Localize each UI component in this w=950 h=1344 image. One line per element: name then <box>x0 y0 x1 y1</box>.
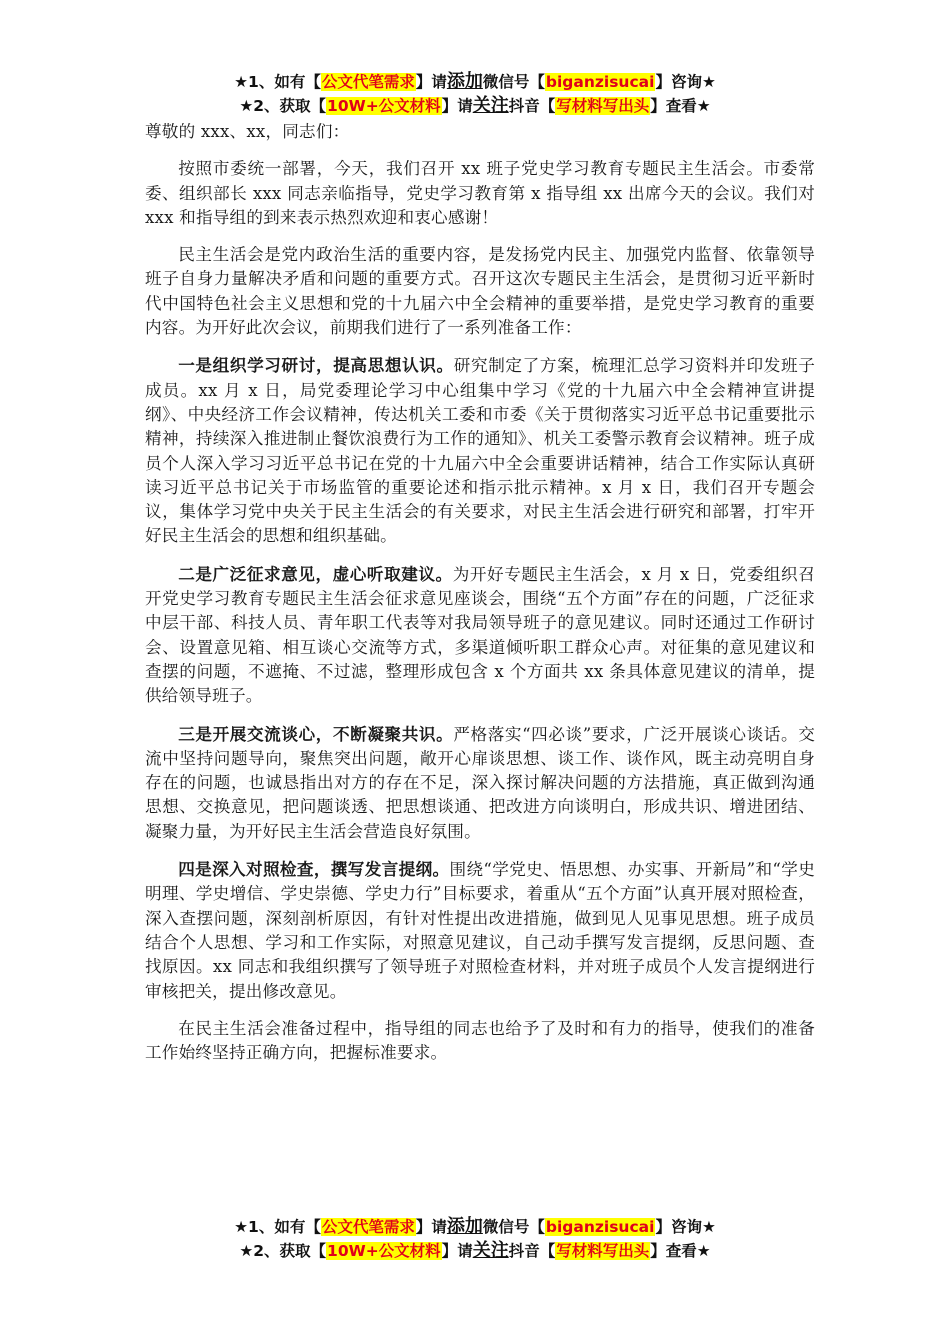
promo-douyin-id: 写材料写出头 <box>556 1242 650 1260</box>
paragraph-talks <box>145 722 815 844</box>
paragraph-study <box>145 353 815 548</box>
promo-text: 抖音【 <box>508 97 556 115</box>
promo-emphasis: 关注 <box>472 1240 509 1261</box>
promo-text: 】请 <box>415 1218 447 1236</box>
promo-line-1 <box>0 1215 950 1239</box>
promo-text: 微信号【 <box>482 1218 545 1236</box>
promo-text: 】请 <box>415 73 447 91</box>
promo-text: ★2、获取【 <box>239 1242 327 1260</box>
promo-highlight: 公文代笔需求 <box>321 73 415 91</box>
paragraph-heading: 一是组织学习研讨，提高思想认识。 <box>178 355 454 376</box>
promo-line-2 <box>0 1239 950 1263</box>
promo-banner-top <box>0 70 950 118</box>
promo-emphasis: 关注 <box>472 95 509 116</box>
promo-wechat-id: biganzisucai <box>545 73 655 91</box>
paragraph-opening: 按照市委统一部署，今天，我们召开 xx 班子党史学习教育专题民主生活会。市委常委、组织部长 xxx 同志亲临指导，党史学习教育第 x 指导组 xx 出席今天的会议。我们对 xxx 和指导组的到来表示热烈欢迎和衷心感谢！ <box>145 159 815 227</box>
promo-highlight: 10W+公文材料 <box>327 1242 441 1260</box>
paragraph-review <box>145 857 815 1004</box>
promo-wechat-id: biganzisucai <box>545 1218 655 1236</box>
promo-douyin-id: 写材料写出头 <box>556 97 650 115</box>
promo-text: ★1、如有【 <box>234 1218 321 1236</box>
promo-text: ★2、获取【 <box>239 97 327 115</box>
promo-text: 抖音【 <box>508 1242 556 1260</box>
promo-text: 微信号【 <box>482 73 545 91</box>
promo-line-1 <box>0 70 950 94</box>
paragraph-closing: 在民主生活会准备过程中，指导组的同志也给予了及时和有力的指导，使我们的准备工作始终坚持正确方向，把握标准要求。 <box>145 1018 815 1063</box>
promo-text: ★1、如有【 <box>234 73 321 91</box>
salutation: 尊敬的 xxx、xx，同志们： <box>145 122 350 141</box>
promo-highlight: 10W+公文材料 <box>327 97 441 115</box>
promo-text: 】咨询★ <box>655 73 716 91</box>
promo-line-2 <box>0 94 950 118</box>
paragraph-text: 研究制定了方案，梳理汇总学习资料并印发班子成员。xx 月 x 日，局党委理论学习中心组集中学习《党的十九届六中全会精神宣讲提纲》、中央经济工作会议精神，传达机关工委和市委《关于贯彻落实习近平总书记重要批示精神，持续深入推进制止餐饮浪费行为工作的通知》、机关工委警示教育会议精神。班子成员个人深入学习习近平总书记在党的十九届六中全会重要讲话精神，结合工作实际认真研读习近平总书记关于市场监管的重要论述和指示批示精神。x 月 x 日，我们召开专题会议，集体学习党中央关于民主生活会的有关要求，对民主生活会进行研究和部署，打牢开好民主生活会的思想和组织基础。 <box>145 356 815 546</box>
promo-text: 】请 <box>441 97 473 115</box>
paragraph-opinions <box>145 562 815 709</box>
document-body <box>145 120 815 1078</box>
paragraph-heading: 二是广泛征求意见，虚心听取建议。 <box>178 563 453 584</box>
promo-text: 】请 <box>441 1242 473 1260</box>
paragraph-text: 围绕“学党史、悟思想、办实事、开新局”和“学史明理、学史增信、学史崇德、学史力行”目标要求，着重从“五个方面”认真开展对照检查，深入查摆问题，深刻剖析原因，有针对性提出改进措施，做到见人见事见思想。班子成员结合个人思想、学习和工作实际，对照意见建议，自己动手撰写发言提纲，反思问题、查找原因。xx 同志和我组织撰写了领导班子对照检查材料，并对班子成员个人发言提纲进行审核把关，提出修改意见。 <box>145 860 815 1001</box>
promo-text: 】咨询★ <box>655 1218 716 1236</box>
paragraph-text: 为开好专题民主生活会，x 月 x 日，党委组织召开党史学习教育专题民主生活会征求意见座谈会，围绕“五个方面”存在的问题，广泛征求中层干部、科技人员、青年职工代表等对我局领导班子的意见建议。同时还通过工作研讨会、设置意见箱、相互谈心交流等方式，多渠道倾听职工群众心声。对征集的意见建议和查摆的问题，不遮掩、不过滤，整理形成包含 x 个方面共 xx 条具体意见建议的清单，提供给领导班子。 <box>145 564 815 706</box>
promo-emphasis: 添加 <box>446 1216 483 1237</box>
promo-banner-bottom <box>0 1215 950 1263</box>
paragraph-text: 严格落实“四必谈”要求，广泛开展谈心谈话。交流中坚持问题导向，聚焦突出问题，敞开心扉谈思想、谈工作、谈作风，既主动亮明自身存在的问题，也诚恳指出对方的存在不足，深入探讨解决问题的方法措施，真正做到沟通思想、交换意见，把问题谈透、把思想谈通、把改进方向谈明白，形成共识、增进团结、凝聚力量，为开好民主生活会营造良好氛围。 <box>145 724 815 841</box>
promo-emphasis: 添加 <box>446 71 483 92</box>
paragraph-heading: 三是开展交流谈心，不断凝聚共识。 <box>178 723 454 744</box>
paragraph-purpose: 民主生活会是党内政治生活的重要内容，是发扬党内民主、加强党内监督、依靠领导班子自身力量解决矛盾和问题的重要方式。召开这次专题民主生活会，是贯彻习近平新时代中国特色社会主义思想和党的十九届六中全会精神的重要举措，是党史学习教育的重要内容。为开好此次会议，前期我们进行了一系列准备工作： <box>145 245 815 338</box>
paragraph-heading: 四是深入对照检查，撰写发言提纲。 <box>178 859 450 880</box>
promo-highlight: 公文代笔需求 <box>321 1218 415 1236</box>
promo-text: 】查看★ <box>650 97 711 115</box>
promo-text: 】查看★ <box>650 1242 711 1260</box>
